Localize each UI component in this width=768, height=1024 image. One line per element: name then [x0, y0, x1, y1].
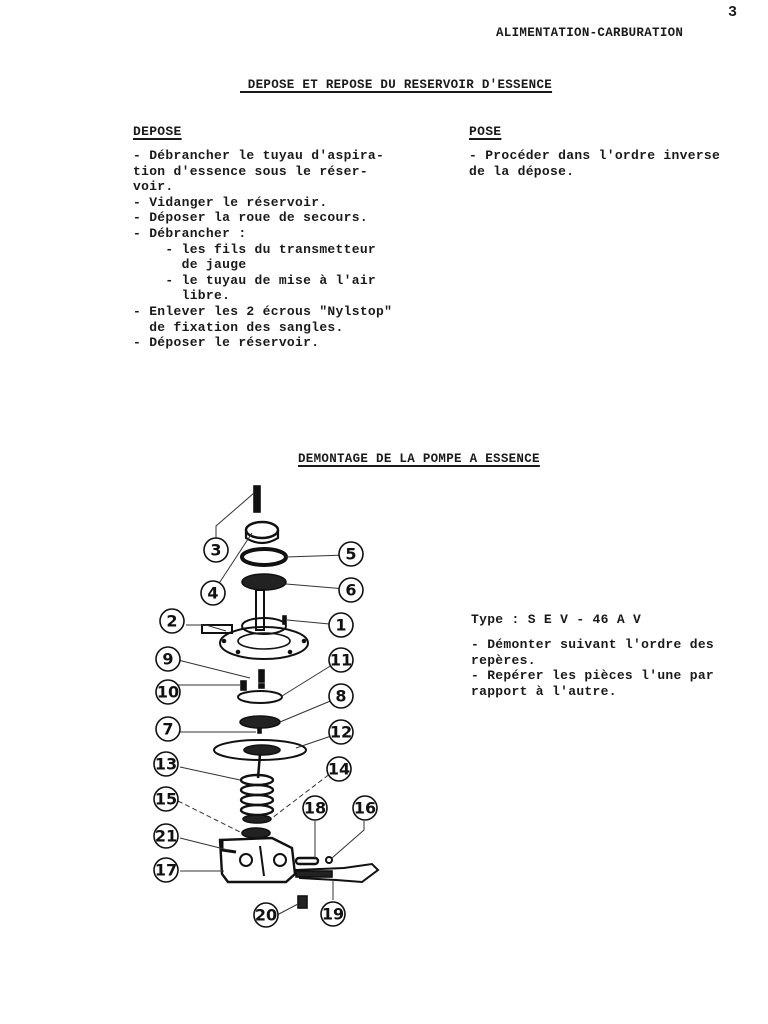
depose-line: - Déposer la roue de secours.: [133, 210, 368, 226]
svg-text:2: 2: [166, 611, 178, 631]
section-title-reservoir: DEPOSE ET REPOSE DU RESERVOIR D'ESSENCE: [240, 78, 553, 92]
callout-13: [154, 752, 178, 776]
pose-heading: POSE: [469, 124, 502, 139]
svg-text:11: 11: [329, 650, 353, 670]
svg-text:14: 14: [327, 759, 351, 779]
svg-text:5: 5: [345, 544, 357, 564]
pose-instructions: [469, 148, 720, 179]
depose-line: - Enlever les 2 écrous "Nylstop": [133, 303, 393, 319]
fuel-pump-exploded-diagram: [140, 478, 400, 938]
svg-text:6: 6: [345, 580, 357, 600]
svg-text:13: 13: [154, 754, 178, 774]
callout-5: [339, 542, 363, 566]
svg-text:17: 17: [154, 860, 178, 880]
depose-line: de fixation des sangles.: [133, 319, 344, 335]
depose-instructions: [133, 148, 392, 351]
svg-text:4: 4: [207, 583, 219, 603]
svg-text:1: 1: [335, 615, 347, 635]
callout-20: [254, 903, 278, 927]
pump-line: - Démonter suivant l'ordre des: [471, 637, 715, 652]
pump-line: - Repérer les pièces l'une par: [471, 668, 715, 684]
depose-line: - les fils du transmetteur: [133, 241, 377, 257]
svg-text:21: 21: [154, 826, 178, 846]
depose-line: - Débrancher :: [133, 225, 247, 241]
svg-text:15: 15: [154, 789, 178, 809]
depose-line: voir.: [133, 179, 174, 195]
callout-10: [156, 680, 180, 704]
svg-text:18: 18: [303, 798, 327, 818]
callout-21: [154, 824, 178, 848]
pump-line: repères.: [471, 652, 536, 668]
svg-text:20: 20: [254, 905, 278, 925]
svg-text:8: 8: [335, 686, 347, 706]
pump-type: Type : S E V - 46 A V: [471, 612, 642, 627]
callout-2: [160, 609, 184, 633]
callout-8: [329, 684, 353, 708]
svg-text:12: 12: [329, 722, 353, 742]
callout-19: [321, 902, 345, 926]
svg-text:19: 19: [321, 904, 345, 924]
callout-17: [154, 858, 178, 882]
depose-line: - Débrancher le tuyau d'aspira-: [133, 148, 385, 163]
depose-line: tion d'essence sous le réser-: [133, 163, 368, 179]
depose-line: de jauge: [133, 257, 247, 273]
callout-1: [329, 613, 353, 637]
svg-text:3: 3: [210, 540, 222, 560]
callout-14: [327, 757, 351, 781]
svg-text:7: 7: [162, 719, 174, 739]
depose-line: - Déposer le réservoir.: [133, 335, 320, 351]
depose-heading: DEPOSE: [133, 124, 182, 139]
callout-12: [329, 720, 353, 744]
running-header: ALIMENTATION-CARBURATION: [496, 26, 684, 40]
depose-line: - Vidanger le réservoir.: [133, 194, 328, 210]
callout-9: [156, 647, 180, 671]
section-title-pump: DEMONTAGE DE LA POMPE A ESSENCE: [298, 452, 540, 466]
pose-line: de la dépose.: [469, 163, 575, 179]
callout-4: [201, 581, 225, 605]
callout-7: [156, 717, 180, 741]
svg-text:10: 10: [156, 682, 180, 702]
callout-3: [204, 538, 228, 562]
svg-text:9: 9: [162, 649, 174, 669]
svg-text:16: 16: [353, 798, 377, 818]
callout-15: [154, 787, 178, 811]
callout-6: [339, 578, 363, 602]
pose-line: - Procéder dans l'ordre inverse: [469, 148, 721, 163]
callout-18: [303, 796, 327, 820]
depose-line: libre.: [133, 288, 231, 304]
callout-11: [329, 648, 353, 672]
pump-instructions: [471, 637, 714, 699]
pump-line: rapport à l'autre.: [471, 683, 617, 699]
depose-line: - le tuyau de mise à l'air: [133, 272, 377, 288]
callout-16: [353, 796, 377, 820]
page-number: 3: [728, 4, 738, 21]
